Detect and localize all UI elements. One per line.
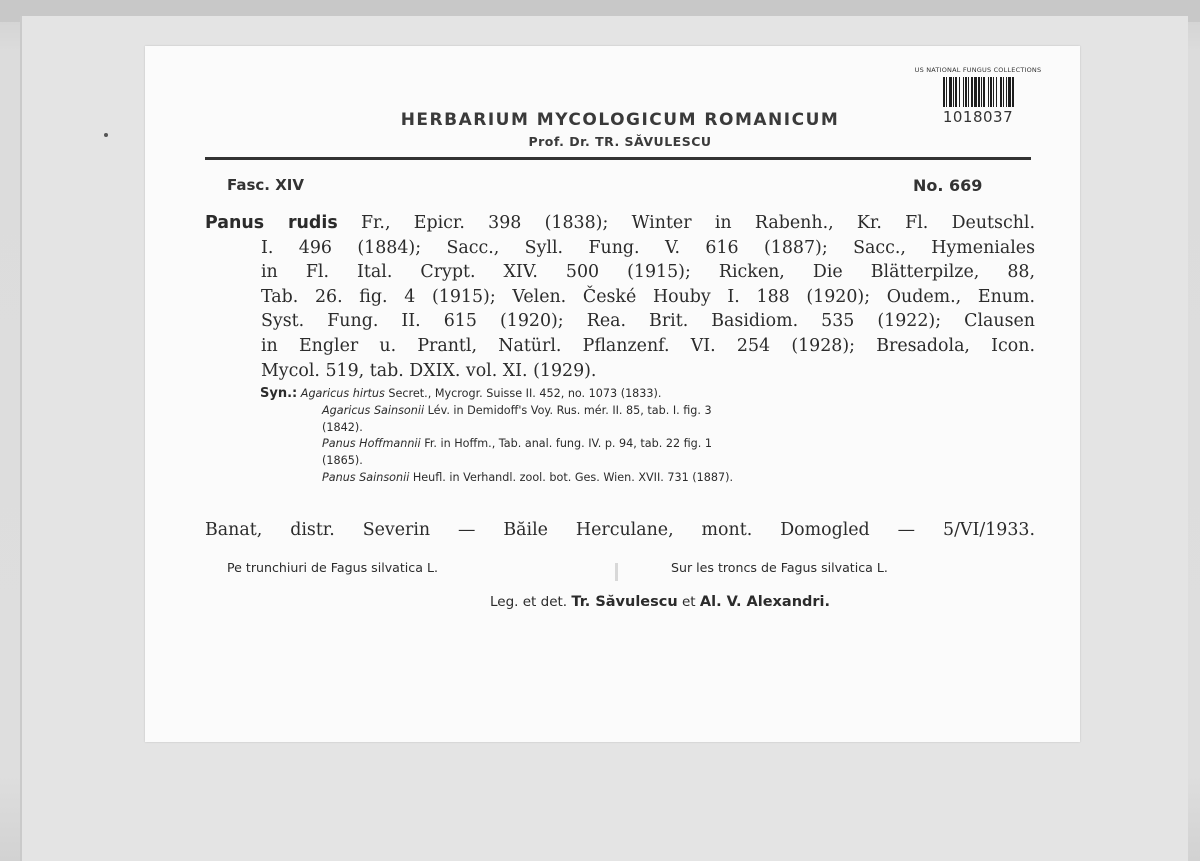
collector-1: Tr. Săvulescu [571, 594, 678, 610]
citation-line: in Fl. Ital. Crypt. XIV. 500 (1915); Ricken, Die Blätterpilze, 88, [261, 262, 1035, 283]
fascicle-number: Fasc. XIV [227, 176, 304, 194]
citation-line: Panus rudis Fr., Epicr. 398 (1838); Winter in Rabenh., Kr. Fl. Deutschl. [205, 213, 1035, 233]
synonym-row-cont: (1865). [322, 454, 363, 468]
barcode-number: 1018037 [942, 108, 1014, 126]
barcode-icon [903, 77, 1053, 107]
herbarium-subtitle: Prof. Dr. TR. SĂVULESCU [528, 134, 712, 149]
substrate-french: Sur les troncs de Fagus silvatica L. [671, 560, 888, 575]
taxon-name: Panus rudis [205, 213, 338, 233]
barcode-bar [1012, 77, 1014, 107]
citation-line: Syst. Fung. II. 615 (1920); Rea. Brit. Basidiom. 535 (1922); Clausen [261, 311, 1035, 332]
synonym-row: Panus Hoffmannii Fr. in Hoffm., Tab. anal. fung. IV. p. 94, tab. 22 fig. 1 [322, 437, 713, 451]
citation-line: Mycol. 519, tab. DXIX. vol. XI. (1929). [261, 360, 597, 381]
synonym-row: Panus Sainsonii Heufl. in Verhandl. zool. bot. Ges. Wien. XVII. 731 (1887). [322, 470, 734, 484]
collector-2: Al. V. Alexandri. [699, 594, 831, 610]
citation-line: I. 496 (1884); Sacc., Syll. Fung. V. 616 (1887); Sacc., Hymeniales [261, 237, 1035, 258]
synonym-row: Agaricus Sainsonii Lév. in Demidoff's Voy. Rus. mér. II. 85, tab. I. fig. 3 [322, 403, 712, 417]
synonym-row-cont: (1842). [322, 420, 363, 434]
synonym-name: Panus Hoffmannii [322, 437, 421, 451]
barcode-block [903, 66, 1053, 126]
citation-line: in Engler u. Prantl, Natürl. Pflanzenf. VI. 254 (1928); Bresadola, Icon. [261, 335, 1035, 356]
citation-line: Tab. 26. fig. 4 (1915); Velen. České Houby I. 188 (1920); Oudem., Enum. [261, 286, 1035, 307]
synonym-name: Panus Sainsonii [322, 470, 410, 484]
substrate-romanian: Pe trunchiuri de Fagus silvatica L. [227, 560, 438, 575]
barcode-header: US NATIONAL FUNGUS COLLECTIONS [914, 66, 1042, 74]
herbarium-title: HERBARIUM MYCOLOGICUM ROMANICUM [400, 110, 840, 130]
synonyms-block [260, 386, 1040, 487]
synonym-row: Syn.: Agaricus hirtus Secret., Mycrogr. Suisse II. 452, no. 1073 (1833). [260, 386, 662, 401]
pencil-mark [104, 133, 108, 137]
synonyms-lead: Syn.: [260, 386, 298, 401]
faint-mark [615, 563, 618, 581]
synonym-name: Agaricus hirtus [300, 387, 385, 400]
collectors-line: Leg. et det. Tr. Săvulescu et Al. V. Alexandri. [490, 594, 831, 610]
title-rule [205, 157, 1031, 160]
specimen-number: No. 669 [913, 176, 983, 195]
synonym-name: Agaricus Sainsonii [322, 403, 425, 417]
herbarium-label [145, 46, 1080, 742]
taxon-description [205, 211, 1035, 383]
collection-locality: Banat, distr. Severin — Băile Herculane, mont. Domogled — 5/VI/1933. [205, 520, 1035, 540]
